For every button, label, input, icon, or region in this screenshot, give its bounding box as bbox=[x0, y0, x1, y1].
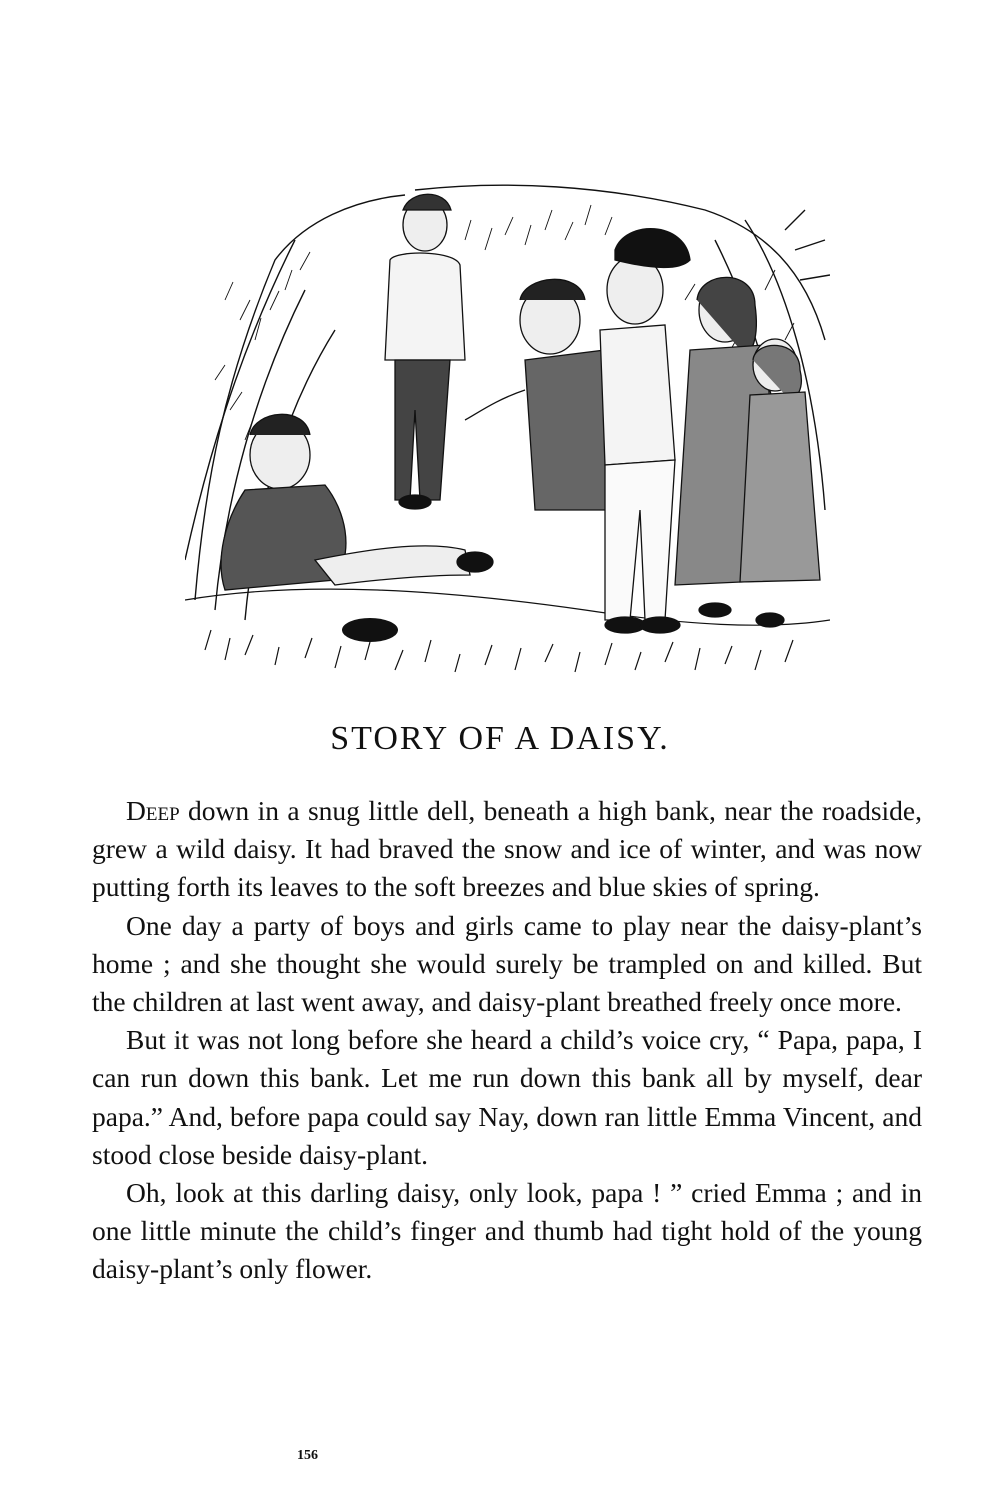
illustration bbox=[185, 180, 830, 675]
story-body bbox=[92, 792, 922, 1289]
paragraph bbox=[92, 792, 922, 907]
page-number: 156 bbox=[297, 1448, 318, 1463]
paragraph-text: down in a snug little dell, beneath a high bank, near the roadside, grew a wild daisy. It had braved the snow and ice of winter, and was now putting forth its leaves to the soft breezes and blue skies of spring. bbox=[92, 795, 922, 903]
children-engraving-icon bbox=[185, 180, 830, 675]
story-title: STORY OF A DAISY. bbox=[330, 720, 670, 757]
paragraph-text: One day a party of boys and girls came to play near the daisy-plant’s home ; and she thought she would surely be trampled on and killed. But the children at last went away, and daisy-plant breathed freely once more. bbox=[92, 909, 922, 1018]
paragraph-lead: Deep bbox=[126, 795, 180, 826]
paragraph bbox=[92, 1021, 922, 1174]
paragraph-text: Oh, look at this darling daisy, only look, papa ! ” cried Emma ; and in one little minute the child’s finger and thumb had tight hold of the young daisy-plant’s only flower. bbox=[92, 1177, 922, 1285]
paragraph-text: But it was not long before she heard a child’s voice cry, “ Papa, papa, I can run down this bank. Let me run down this bank all by myself, dear papa.” And, before papa could say Nay, down ran little Emma Vincent, and stood close beside daisy-plant. bbox=[92, 1024, 922, 1170]
paragraph bbox=[92, 907, 922, 1022]
paragraph bbox=[92, 1174, 922, 1289]
